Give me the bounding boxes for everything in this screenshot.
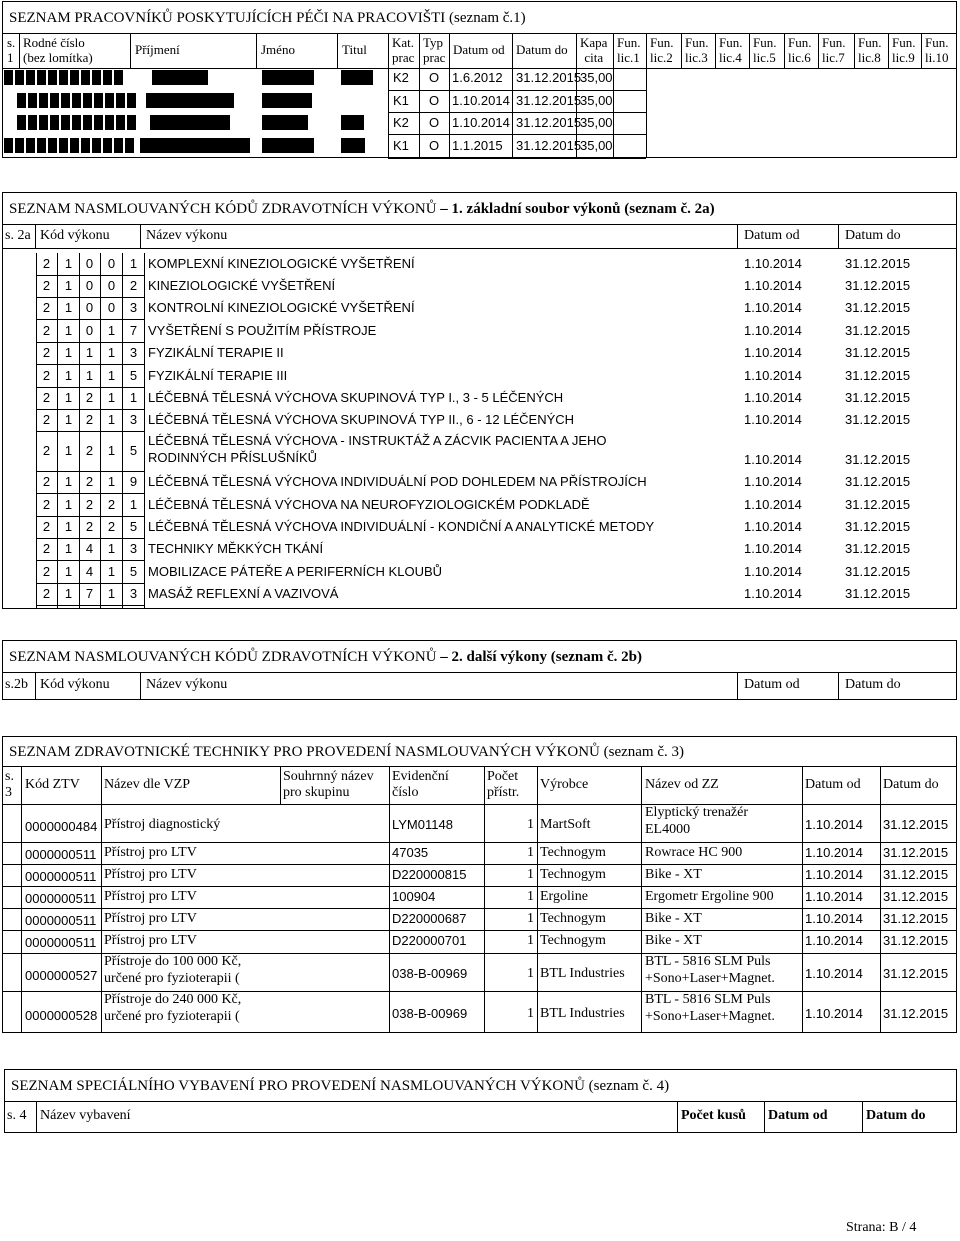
table-row [0, 342, 960, 364]
row-kapacita: 35,00 [580, 138, 613, 153]
procedure-name: KOMPLEXNÍ KINEZIOLOGICKÉ VYŠETŘENÍ [148, 256, 415, 271]
nazev-vzp: Přístroje do 100 000 Kč, [104, 954, 242, 969]
code-digit: 1 [85, 345, 94, 360]
section1-row [0, 138, 960, 156]
nazev-zz: Bike - XT [645, 911, 702, 926]
procedure-name: KONTROLNÍ KINEZIOLOGICKÉ VYŠETŘENÍ [148, 300, 415, 315]
row-datum-od: 1.10.2014 [452, 93, 510, 108]
datum-od: 1.10.2014 [744, 519, 802, 534]
hdr-fun-lic1: Fun. lic.1 [617, 35, 641, 65]
datum-od: 1.10.2014 [805, 933, 863, 948]
table-row [0, 538, 960, 560]
code-digit: 2 [42, 541, 51, 556]
code-digit: 2 [42, 564, 51, 579]
nazev-vzp: určené pro fyzioterapii ( [104, 1009, 240, 1024]
table-row [0, 583, 960, 605]
procedure-name: LÉČEBNÁ TĚLESNÁ VÝCHOVA INDIVIDUÁLNÍ - KONDIČNÍ A ANALYTICKÉ METODY [148, 519, 655, 534]
pocet-pristroju: 1 [527, 933, 534, 948]
code-digit: 4 [85, 564, 94, 579]
code-digit: 2 [85, 443, 94, 458]
hdr-pocet-kusu: Počet kusů [681, 1108, 746, 1123]
hdr-s2b: s.2b [5, 677, 28, 692]
datum-od: 1.10.2014 [805, 966, 863, 981]
code-digit: 2 [42, 390, 51, 405]
pocet-pristroju: 1 [527, 889, 534, 904]
datum-do: 31.12.2015 [845, 256, 911, 271]
nazev-zz: BTL - 5816 SLM Puls [645, 954, 771, 969]
row-kapacita: 35,00 [580, 70, 613, 85]
procedure-name: LÉČEBNÁ TĚLESNÁ VÝCHOVA NA NEUROFYZIOLOGICKÉM PODKLADĚ [148, 497, 590, 512]
datum-do: 31.12.2015 [845, 452, 911, 467]
datum-do: 31.12.2015 [845, 323, 911, 338]
datum-do: 31.12.2015 [883, 933, 949, 948]
hdr-kat: Kat. prac [392, 35, 415, 65]
code-digit: 1 [107, 586, 116, 601]
hdr-s2a: s. 2a [5, 228, 31, 243]
code-digit: 2 [42, 519, 51, 534]
hdr-s3: s. 3 [5, 769, 14, 800]
datum-od: 1.10.2014 [744, 390, 802, 405]
code-digit: 0 [107, 278, 116, 293]
nazev-vzp: určené pro fyzioterapii ( [104, 971, 240, 986]
datum-od: 1.10.2014 [744, 300, 802, 315]
code-digit: 2 [85, 474, 94, 489]
code-digit: 1 [64, 345, 73, 360]
code-digit: 5 [129, 519, 138, 534]
datum-od: 1.10.2014 [805, 867, 863, 882]
table-row [0, 409, 960, 431]
kod-ztv: 0000000511 [25, 847, 97, 862]
code-digit: 0 [107, 256, 116, 271]
section1-row [0, 93, 960, 111]
hdr-nazev-vybaveni: Název vybavení [40, 1108, 131, 1123]
hdr-datum-od: Datum od [805, 777, 861, 792]
code-digit: 1 [64, 278, 73, 293]
code-digit: 2 [85, 497, 94, 512]
code-digit: 2 [42, 368, 51, 383]
hdr-fun-lic5: Fun. lic.5 [753, 35, 777, 65]
datum-do: 31.12.2015 [845, 519, 911, 534]
section2a-header [2, 224, 957, 248]
datum-od: 1.10.2014 [805, 845, 863, 860]
nazev-zz: Bike - XT [645, 867, 702, 882]
nazev-vzp: Přístroj pro LTV [104, 933, 197, 948]
pocet-pristroju: 1 [527, 1006, 534, 1021]
evidencni-cislo: 100904 [392, 889, 436, 904]
pocet-pristroju: 1 [527, 845, 534, 860]
code-digit: 0 [85, 256, 94, 271]
datum-do: 31.12.2015 [845, 541, 911, 556]
hdr-datum-do: Datum do [883, 777, 939, 792]
datum-do: 31.12.2015 [845, 564, 911, 579]
procedure-name: TECHNIKY MĚKKÝCH TKÁNÍ [148, 541, 324, 556]
datum-od: 1.10.2014 [805, 911, 863, 926]
hdr-datum-do: Datum do [845, 228, 901, 243]
nazev-vzp: Přístroje do 240 000 Kč, [104, 992, 242, 1007]
procedure-name: LÉČEBNÁ TĚLESNÁ VÝCHOVA SKUPINOVÁ TYP II., 6 - 12 LÉČENÝCH [148, 412, 575, 427]
code-digit: 2 [42, 256, 51, 271]
code-digit: 4 [85, 541, 94, 556]
code-digit: 1 [107, 412, 116, 427]
vyrobce: Technogym [540, 845, 606, 860]
table-row [0, 842, 960, 864]
code-digit: 2 [85, 519, 94, 534]
code-digit: 2 [42, 586, 51, 601]
table-row [0, 365, 960, 387]
kod-ztv: 0000000511 [25, 935, 97, 950]
row-datum-od: 1.6.2012 [452, 70, 503, 85]
code-digit: 1 [64, 519, 73, 534]
datum-od: 1.10.2014 [744, 412, 802, 427]
datum-od: 1.10.2014 [744, 586, 802, 601]
hdr-nazev-vykonu: Název výkonu [146, 228, 228, 243]
code-digit: 2 [107, 519, 116, 534]
code-digit: 1 [64, 300, 73, 315]
hdr-nazev-vzp: Název dle VZP [104, 777, 191, 792]
table-row [0, 253, 960, 275]
row-datum-do: 31.12.2015 [516, 70, 582, 85]
table-row [0, 953, 960, 991]
vyrobce: MartSoft [540, 817, 591, 832]
datum-do: 31.12.2015 [845, 368, 911, 383]
table-row [0, 471, 960, 493]
kod-ztv: 0000000511 [25, 869, 97, 884]
procedure-name: RODINNÝCH PŘÍSLUŠNÍKŮ [148, 450, 318, 465]
evidencni-cislo: 038-B-00969 [392, 966, 468, 981]
row-datum-od: 1.10.2014 [452, 115, 510, 130]
hdr-fun-lic2: Fun. lic.2 [650, 35, 674, 65]
datum-do: 31.12.2015 [845, 412, 911, 427]
code-digit: 3 [129, 541, 138, 556]
vyrobce: Technogym [540, 867, 606, 882]
hdr-souhrnny-nazev: Souhrnný název pro skupinu [283, 769, 374, 800]
nazev-vzp: Přístroj diagnostický [104, 817, 221, 832]
section3-header [0, 766, 960, 804]
row-typ: O [429, 93, 440, 108]
hdr-prijmeni: Příjmení [135, 42, 180, 57]
datum-do: 31.12.2015 [883, 817, 949, 832]
nazev-vzp: Přístroj pro LTV [104, 845, 197, 860]
table-row [0, 297, 960, 319]
table-row [0, 431, 960, 471]
section2b-header [2, 672, 957, 700]
code-digit: 2 [42, 345, 51, 360]
code-digit: 1 [107, 564, 116, 579]
procedure-name: LÉČEBNÁ TĚLESNÁ VÝCHOVA SKUPINOVÁ TYP I., 3 - 5 LÉČENÝCH [148, 390, 564, 405]
datum-od: 1.10.2014 [744, 345, 802, 360]
hdr-evidencni-cislo: Evidenční číslo [392, 769, 449, 800]
section2a-title: SEZNAM NASMLOUVANÝCH KÓDŮ ZDRAVOTNÍCH VÝKONŮ – 1. základní soubor výkonů (seznam č. 2a) [9, 201, 715, 217]
datum-od: 1.10.2014 [744, 564, 802, 579]
nazev-zz: Ergometr Ergoline 900 [645, 889, 774, 904]
hdr-nazev-zz: Název od ZZ [645, 777, 719, 792]
section1-header [2, 33, 957, 68]
code-digit: 1 [64, 564, 73, 579]
procedure-name: LÉČEBNÁ TĚLESNÁ VÝCHOVA - INSTRUKTÁŽ A ZÁCVIK PACIENTA A JEHO [148, 433, 607, 448]
hdr-pocet: Počet přístr. [487, 769, 520, 800]
table-row [0, 908, 960, 930]
datum-do: 31.12.2015 [883, 845, 949, 860]
row-kapacita: 35,00 [580, 93, 613, 108]
vyrobce: BTL Industries [540, 1006, 625, 1021]
hdr-s1: s. 1 [7, 35, 16, 65]
row-datum-do: 31.12.2015 [516, 93, 582, 108]
code-digit: 7 [129, 323, 138, 338]
hdr-fun-lic7: Fun. lic.7 [822, 35, 846, 65]
code-digit: 5 [129, 368, 138, 383]
datum-do: 31.12.2015 [845, 586, 911, 601]
procedure-name: KINEZIOLOGICKÉ VYŠETŘENÍ [148, 278, 336, 293]
pocet-pristroju: 1 [527, 817, 534, 832]
code-digit: 2 [42, 474, 51, 489]
hdr-kapacita: Kapa cita [580, 35, 608, 65]
procedure-name: FYZIKÁLNÍ TERAPIE III [148, 368, 288, 383]
section4-title: SEZNAM SPECIÁLNÍHO VYBAVENÍ PRO PROVEDENÍ NASMLOUVANÝCH VÝKONŮ (seznam č. 4) [11, 1078, 670, 1094]
hdr-datum-do: Datum do [516, 42, 568, 57]
kod-ztv: 0000000484 [25, 819, 98, 834]
datum-do: 31.12.2015 [845, 300, 911, 315]
hdr-fun-li10: Fun. li.10 [925, 35, 949, 65]
nazev-zz: +Sono+Laser+Magnet. [645, 1009, 775, 1024]
section1-title: SEZNAM PRACOVNÍKŮ POSKYTUJÍCÍCH PÉČI NA PRACOVIŠTI (seznam č.1) [9, 10, 526, 26]
nazev-vzp: Přístroj pro LTV [104, 889, 197, 904]
code-digit: 2 [85, 390, 94, 405]
table-row [0, 494, 960, 516]
hdr-nazev-vykonu: Název výkonu [146, 677, 228, 692]
nazev-vzp: Přístroj pro LTV [104, 867, 197, 882]
code-digit: 3 [129, 412, 138, 427]
table-row [0, 561, 960, 583]
row-kat: K1 [393, 93, 409, 108]
datum-od: 1.10.2014 [744, 452, 802, 467]
code-digit: 0 [107, 300, 116, 315]
table-row [0, 886, 960, 908]
hdr-fun-lic4: Fun. lic.4 [719, 35, 743, 65]
datum-od: 1.10.2014 [744, 368, 802, 383]
datum-od: 1.10.2014 [805, 889, 863, 904]
row-kat: K2 [393, 115, 409, 130]
datum-do: 31.12.2015 [883, 867, 949, 882]
hdr-datum-do: Datum do [845, 677, 901, 692]
code-digit: 1 [107, 443, 116, 458]
table-row [0, 320, 960, 342]
nazev-zz: Elyptický trenažér [645, 805, 749, 820]
code-digit: 2 [107, 497, 116, 512]
code-digit: 1 [107, 345, 116, 360]
code-digit: 1 [64, 541, 73, 556]
code-digit: 2 [42, 497, 51, 512]
datum-do: 31.12.2015 [883, 911, 949, 926]
code-digit: 1 [107, 323, 116, 338]
pocet-pristroju: 1 [527, 966, 534, 981]
section1-row [0, 70, 960, 88]
evidencni-cislo: 038-B-00969 [392, 1006, 468, 1021]
table-row [0, 991, 960, 1033]
procedure-name: VYŠETŘENÍ S POUŽITÍM PŘÍSTROJE [148, 323, 377, 338]
code-digit: 1 [64, 256, 73, 271]
table-row [0, 864, 960, 886]
code-digit: 1 [85, 368, 94, 383]
hdr-typ: Typ prac [423, 35, 446, 65]
datum-od: 1.10.2014 [744, 323, 802, 338]
code-digit: 1 [64, 390, 73, 405]
code-digit: 1 [64, 323, 73, 338]
hdr-fun-lic6: Fun. lic.6 [788, 35, 812, 65]
kod-ztv: 0000000511 [25, 891, 97, 906]
vyrobce: BTL Industries [540, 966, 625, 981]
row-datum-od: 1.1.2015 [452, 138, 503, 153]
datum-od: 1.10.2014 [744, 497, 802, 512]
section4-header [0, 1101, 960, 1133]
hdr-fun-lic8: Fun. lic.8 [858, 35, 882, 65]
code-digit: 7 [85, 586, 94, 601]
kod-ztv: 0000000527 [25, 968, 98, 983]
datum-do: 31.12.2015 [883, 1006, 949, 1021]
code-digit: 1 [107, 541, 116, 556]
kod-ztv: 0000000511 [25, 913, 97, 928]
procedure-name: MOBILIZACE PÁTEŘE A PERIFERNÍCH KLOUBŮ [148, 564, 443, 579]
table-row [0, 275, 960, 297]
row-datum-do: 31.12.2015 [516, 138, 582, 153]
code-digit: 1 [64, 443, 73, 458]
hdr-titul: Titul [342, 42, 367, 57]
code-digit: 1 [64, 497, 73, 512]
table-row [0, 516, 960, 538]
code-digit: 1 [64, 412, 73, 427]
code-digit: 1 [64, 474, 73, 489]
hdr-kod-ztv: Kód ZTV [25, 777, 80, 792]
hdr-datum-od: Datum od [744, 677, 800, 692]
code-digit: 0 [85, 278, 94, 293]
hdr-rodne-cislo: Rodné číslo (bez lomítka) [23, 35, 93, 65]
datum-od: 1.10.2014 [744, 256, 802, 271]
code-digit: 2 [129, 278, 138, 293]
table-row [0, 387, 960, 409]
procedure-name: MASÁŽ REFLEXNÍ A VAZIVOVÁ [148, 586, 339, 601]
hdr-datum-do: Datum do [866, 1108, 926, 1123]
row-kapacita: 35,00 [580, 115, 613, 130]
code-digit: 9 [129, 474, 138, 489]
section3-title: SEZNAM ZDRAVOTNICKÉ TECHNIKY PRO PROVEDENÍ NASMLOUVANÝCH VÝKONŮ (seznam č. 3) [9, 744, 684, 760]
code-digit: 0 [85, 323, 94, 338]
hdr-datum-od: Datum od [744, 228, 800, 243]
code-digit: 1 [129, 256, 138, 271]
code-digit: 1 [129, 497, 138, 512]
row-typ: O [429, 70, 440, 85]
code-digit: 3 [129, 586, 138, 601]
evidencni-cislo: D220000687 [392, 911, 467, 926]
code-digit: 1 [64, 368, 73, 383]
hdr-s4: s. 4 [7, 1108, 27, 1123]
table-row [0, 930, 960, 953]
code-digit: 2 [42, 323, 51, 338]
pocet-pristroju: 1 [527, 867, 534, 882]
datum-od: 1.10.2014 [744, 474, 802, 489]
datum-do: 31.12.2015 [845, 345, 911, 360]
code-digit: 1 [64, 586, 73, 601]
datum-od: 1.10.2014 [744, 541, 802, 556]
code-digit: 1 [107, 474, 116, 489]
nazev-zz: +Sono+Laser+Magnet. [645, 971, 775, 986]
hdr-kod-vykonu: Kód výkonu [40, 677, 110, 692]
vyrobce: Ergoline [540, 889, 588, 904]
code-digit: 5 [129, 564, 138, 579]
code-digit: 1 [129, 390, 138, 405]
code-digit: 2 [42, 443, 51, 458]
code-digit: 2 [42, 278, 51, 293]
code-digit: 1 [107, 368, 116, 383]
section2b-title: SEZNAM NASMLOUVANÝCH KÓDŮ ZDRAVOTNÍCH VÝKONŮ – 2. další výkony (seznam č. 2b) [9, 649, 642, 665]
nazev-zz: EL4000 [645, 822, 691, 837]
nazev-zz: Bike - XT [645, 933, 702, 948]
datum-od: 1.10.2014 [805, 1006, 863, 1021]
row-kat: K1 [393, 138, 409, 153]
code-digit: 2 [42, 412, 51, 427]
nazev-zz: BTL - 5816 SLM Puls [645, 992, 771, 1007]
datum-od: 1.10.2014 [744, 278, 802, 293]
datum-do: 31.12.2015 [883, 889, 949, 904]
code-digit: 3 [129, 300, 138, 315]
nazev-zz: Rowrace HC 900 [645, 845, 743, 860]
code-digit: 0 [85, 300, 94, 315]
hdr-fun-lic3: Fun. lic.3 [685, 35, 709, 65]
section1-row [0, 115, 960, 133]
evidencni-cislo: D220000701 [392, 933, 467, 948]
code-digit: 1 [107, 390, 116, 405]
table-row [0, 804, 960, 842]
kod-ztv: 0000000528 [25, 1008, 98, 1023]
evidencni-cislo: D220000815 [392, 867, 467, 882]
code-digit: 2 [42, 300, 51, 315]
datum-do: 31.12.2015 [883, 966, 949, 981]
datum-do: 31.12.2015 [845, 278, 911, 293]
datum-do: 31.12.2015 [845, 390, 911, 405]
row-kat: K2 [393, 70, 409, 85]
code-digit: 3 [129, 345, 138, 360]
hdr-vyrobce: Výrobce [540, 777, 589, 792]
hdr-fun-lic9: Fun. lic.9 [892, 35, 916, 65]
evidencni-cislo: 47035 [392, 845, 429, 860]
evidencni-cislo: LYM01148 [392, 817, 453, 832]
code-digit: 5 [129, 443, 138, 458]
vyrobce: Technogym [540, 911, 606, 926]
procedure-name: LÉČEBNÁ TĚLESNÁ VÝCHOVA INDIVIDUÁLNÍ POD DOHLEDEM NA PŘÍSTROJÍCH [148, 474, 647, 489]
row-typ: O [429, 138, 440, 153]
page-number: Strana: B / 4 [846, 1220, 917, 1235]
procedure-name: FYZIKÁLNÍ TERAPIE II [148, 345, 284, 360]
row-datum-do: 31.12.2015 [516, 115, 582, 130]
hdr-jmeno: Jméno [261, 42, 295, 57]
datum-od: 1.10.2014 [805, 817, 863, 832]
code-digit: 2 [85, 412, 94, 427]
row-typ: O [429, 115, 440, 130]
nazev-vzp: Přístroj pro LTV [104, 911, 197, 926]
hdr-kod-vykonu: Kód výkonu [40, 228, 110, 243]
datum-do: 31.12.2015 [845, 474, 911, 489]
datum-do: 31.12.2015 [845, 497, 911, 512]
vyrobce: Technogym [540, 933, 606, 948]
pocet-pristroju: 1 [527, 911, 534, 926]
hdr-datum-od: Datum od [453, 42, 505, 57]
hdr-datum-od: Datum od [768, 1108, 828, 1123]
